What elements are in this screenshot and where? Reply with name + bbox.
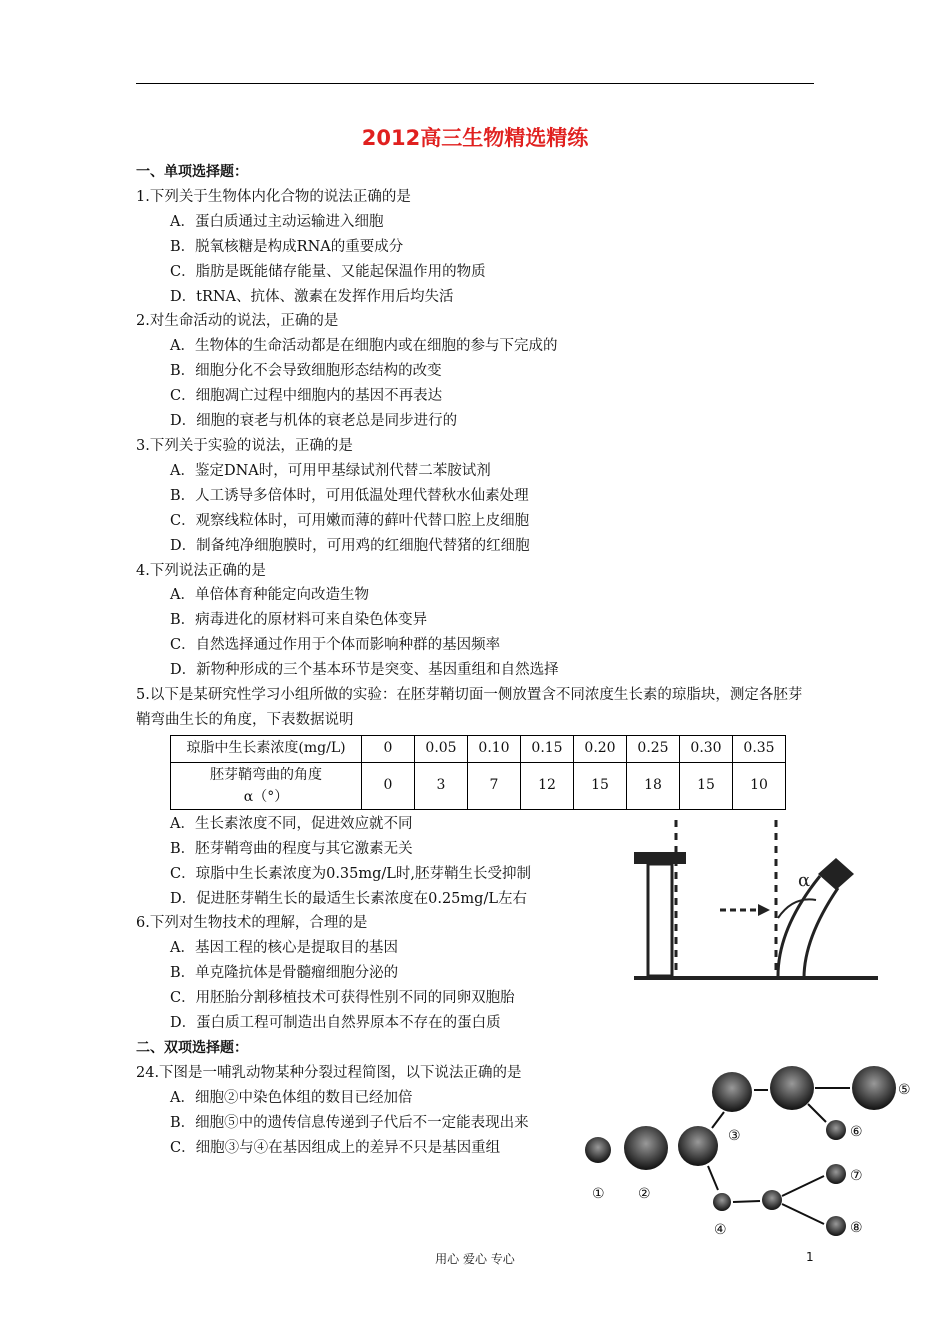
coleoptile-left [648,864,672,976]
q1-option-b: B．脱氧核糖是构成RNA的重要成分 [170,238,404,255]
q2-option-b: B．细胞分化不会导致细胞形态结构的改变 [170,363,442,380]
table-cell: 7 [468,762,521,809]
q5-option-c: C．琼脂中生长素浓度为0.35mg/L时,胚芽鞘生长受抑制 [170,865,532,882]
question-2-stem: 2.对生命活动的说法，正确的是 [136,313,339,330]
table-cell: 15 [574,762,627,809]
section-heading-single: 一、单项选择题： [136,164,248,180]
cell-division-diagram [582,1058,912,1248]
table-cell: 0.30 [680,735,733,762]
question-6-stem: 6.下列对生物技术的理解，合理的是 [136,915,368,932]
table-cell: 0 [362,735,415,762]
q6-option-a: A．基因工程的核心是提取目的基因 [170,940,398,957]
table-header-angle-line2: α（°） [243,788,289,805]
cell-label-4: ④ [714,1222,727,1238]
cell-4 [713,1193,731,1211]
q6-option-d: D．蛋白质工程可制造出自然界原本不存在的蛋白质 [170,1015,501,1032]
cell-label-5: ⑤ [898,1082,911,1098]
question-24-stem: 24.下图是一哺乳动物某种分裂过程简图，以下说法正确的是 [136,1064,522,1081]
q5-option-d: D．促进胚芽鞘生长的最适生长素浓度在0.25mg/L左右 [170,890,527,907]
cell-2 [624,1126,668,1170]
header-rule [136,83,814,84]
table-header-angle-line1: 胚芽鞘弯曲的角度 [210,766,322,783]
cell-label-7: ⑦ [850,1168,863,1184]
q1-option-c: C．脂肪是既能储存能量、又能起保温作用的物质 [170,263,486,280]
cell-4-dividing [762,1190,782,1210]
q3-option-d: D．制备纯净细胞膜时，可用鸡的红细胞代替猪的红细胞 [170,537,530,554]
section-heading-double: 二、双项选择题： [136,1040,248,1056]
q2-option-a: A．生物体的生命活动都是在细胞内或在细胞的参与下完成的 [170,338,558,355]
table-cell: 0.20 [574,735,627,762]
table-cell: 0 [362,762,415,809]
q5-option-b: B．胚芽鞘弯曲的程度与其它激素无关 [170,840,413,857]
table-cell: 0.25 [627,735,680,762]
page-footer: 用心 爱心 专心 [435,1252,515,1266]
cell-label-3: ③ [728,1128,741,1144]
coleoptile-bent-left-edge [778,876,820,976]
q5-option-a: A．生长素浓度不同，促进效应就不同 [170,815,413,832]
table-cell: 12 [521,762,574,809]
question-4-stem: 4.下列说法正确的是 [136,562,266,579]
q24-option-b: B．细胞⑤中的遗传信息传递到子代后不一定能表现出来 [170,1114,529,1131]
q3-option-c: C．观察线粒体时，可用嫩而薄的藓叶代替口腔上皮细胞 [170,512,530,529]
coleoptile-bent-right-edge [804,888,838,978]
cell-dividing [678,1126,718,1166]
table-row [171,762,786,809]
q24-option-a: A．细胞②中染色体组的数目已经加倍 [170,1089,413,1106]
q2-option-c: C．细胞凋亡过程中细胞内的基因不再表达 [170,388,443,405]
q3-option-a: A．鉴定DNA时，可用甲基绿试剂代替二苯胺试剂 [170,462,491,479]
page-number: 1 [806,1250,814,1264]
cell-label-1: ① [592,1186,605,1202]
table-cell: 10 [733,762,786,809]
q4-option-d: D．新物种形成的三个基本环节是突变、基因重组和自然选择 [170,662,559,679]
table-cell: 0.15 [521,735,574,762]
table-cell: 0.10 [468,735,521,762]
arrow-head-icon [758,904,770,916]
cell-5 [852,1066,896,1110]
cell-label-6: ⑥ [850,1124,863,1140]
question-3-stem: 3.下列关于实验的说法，正确的是 [136,437,353,454]
table-header-angle [171,762,362,809]
cell-1 [585,1137,611,1163]
table-cell: 0.35 [733,735,786,762]
angle-label: α [798,870,811,891]
q1-option-a: A．蛋白质通过主动运输进入细胞 [170,213,384,230]
table-header-concentration: 琼脂中生长素浓度(mg/L) [171,735,362,762]
table-cell: 3 [415,762,468,809]
cell-label-2: ② [638,1186,651,1202]
question-5-stem: 5.以下是某研究性学习小组所做的实验：在胚芽鞘切面一侧放置含不同浓度生长素的琼脂块，测定各胚芽鞘弯曲生长的角度，下表数据说明 [136,687,803,728]
cell-7 [826,1164,846,1184]
document-body [136,160,814,1161]
agar-block [634,852,686,864]
q2-option-d: D．细胞的衰老与机体的衰老总是同步进行的 [170,413,458,430]
question-1-stem: 1.下列关于生物体内化合物的说法正确的是 [136,188,411,205]
cell-8 [826,1216,846,1236]
q4-option-b: B．病毒进化的原材料可来自染色体变异 [170,612,428,629]
table-cell: 18 [627,762,680,809]
cell-label-8: ⑧ [850,1220,863,1236]
coleoptile-diagram [628,818,882,990]
agar-block-tilted [818,858,854,890]
q4-option-c: C．自然选择通过作用于个体而影响种群的基因频率 [170,637,501,654]
q6-option-b: B．单克隆抗体是骨髓瘤细胞分泌的 [170,965,399,982]
q6-option-c: C．用胚胎分割移植技术可获得性别不同的同卵双胞胎 [170,990,515,1007]
ground-line [634,976,878,980]
table-cell: 15 [680,762,733,809]
q4-option-a: A．单倍体育种能定向改造生物 [170,587,369,604]
cell-3-dividing [770,1066,814,1110]
table-row [171,735,786,762]
q24-option-c: C．细胞③与④在基因组成上的差异不只是基因重组 [170,1139,501,1156]
cell-6 [826,1120,846,1140]
q1-option-d: D．tRNA、抗体、激素在发挥作用后均失活 [170,288,454,305]
table-cell: 0.05 [415,735,468,762]
auxin-data-table [170,735,786,810]
q3-option-b: B．人工诱导多倍体时，可用低温处理代替秋水仙素处理 [170,487,529,504]
page-title: 2012高三生物精选精练 [361,126,589,150]
cell-3 [712,1072,752,1112]
